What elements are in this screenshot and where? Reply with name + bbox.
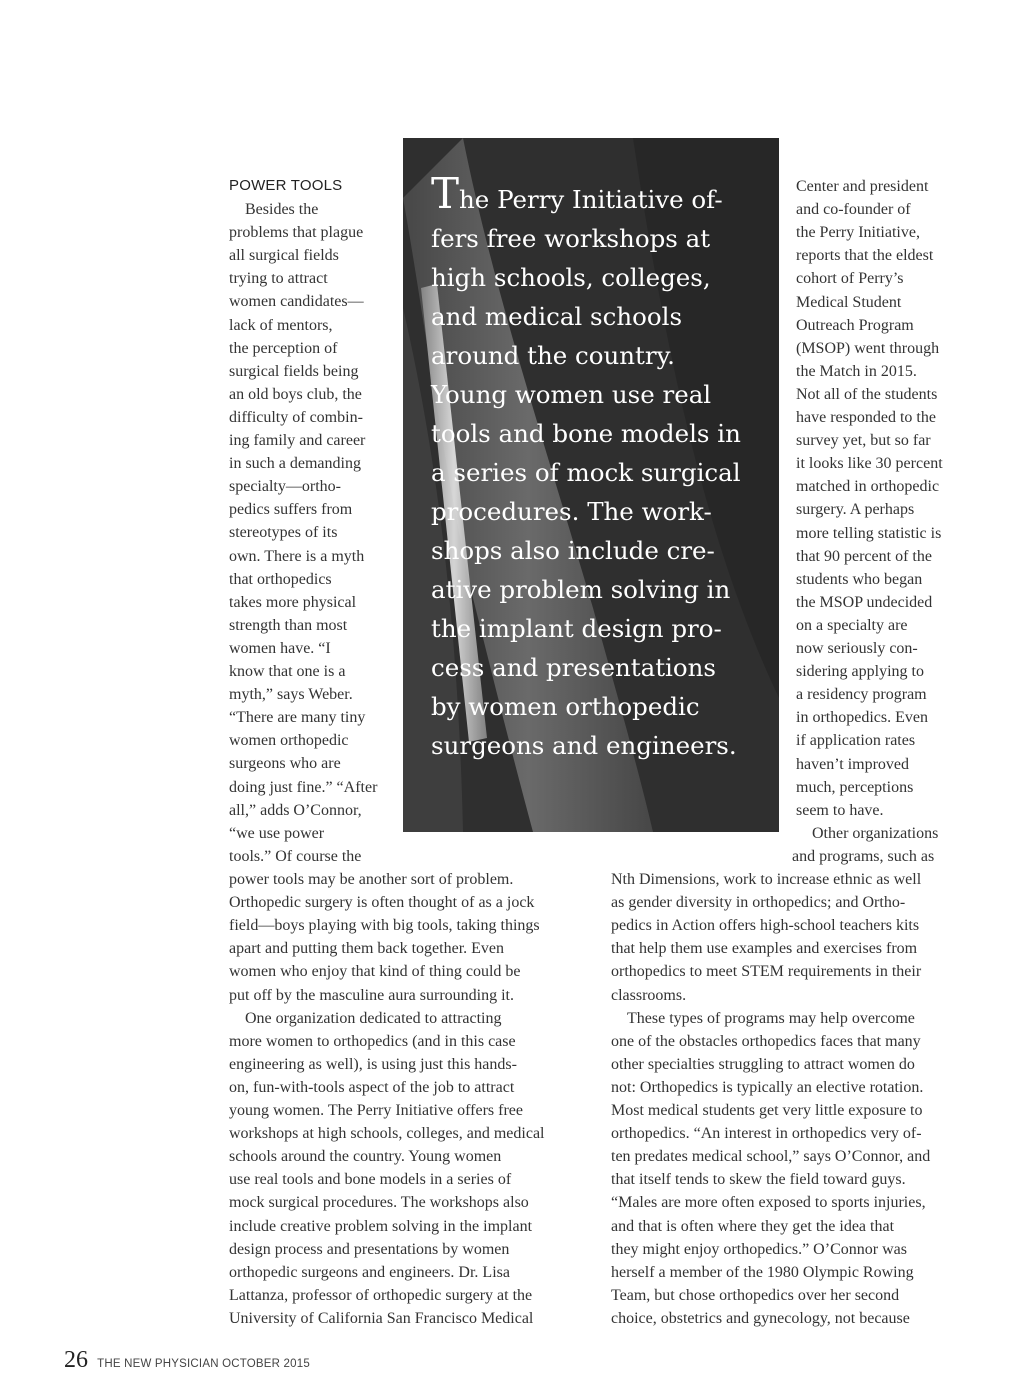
section-heading: POWER TOOLS: [229, 177, 343, 194]
text-line: choice, obstetrics and gynecology, not because: [611, 1309, 910, 1327]
text-line: ing family and career: [229, 432, 366, 449]
text-line: if application rates: [796, 732, 916, 750]
text-line: herself a member of the 1980 Olympic Rowing: [611, 1263, 914, 1281]
text-line: all surgical fields: [229, 247, 339, 265]
pull-quote-line: surgeons and engineers.: [431, 731, 737, 760]
text-line: an old boys club, the: [229, 385, 362, 403]
text-line: young women. The Perry Initiative offers free: [229, 1102, 523, 1119]
text-line: matched in orthopedic: [796, 478, 940, 496]
pull-quote-line: and medical schools: [431, 302, 683, 331]
text-line: takes more physical: [229, 593, 357, 611]
text-line: specialty—ortho-: [229, 478, 341, 496]
pull-quote-line: cess and presentations: [431, 653, 716, 682]
text-line: These types of programs may help overcome: [627, 1009, 915, 1027]
text-line: schools around the country. Young women: [229, 1148, 502, 1166]
pull-quote-line: a series of mock surgical: [431, 458, 741, 487]
text-line: and co-founder of: [796, 201, 911, 219]
pull-quote-line: [431, 169, 723, 219]
text-line: “we use power: [229, 824, 325, 842]
text-line: seem to have.: [796, 801, 884, 819]
text-line: pedics in Action offers high-school teachers kits: [611, 917, 920, 935]
page-footer: [64, 1347, 310, 1374]
text-line: (MSOP) went through: [796, 339, 940, 357]
text-line: Outreach Program: [796, 316, 914, 334]
text-line: much, perceptions: [796, 778, 914, 796]
text-line: orthopedics. “An interest in orthopedics very of-: [611, 1125, 922, 1143]
text-line: sidering applying to: [796, 663, 924, 681]
text-line: the Match in 2015.: [796, 362, 917, 380]
pull-quote-line: the implant design pro-: [431, 614, 722, 643]
text-line: other specialties struggling to attract women do: [611, 1055, 915, 1073]
text-line: classrooms.: [611, 986, 687, 1004]
text-line: workshops at high schools, colleges, and medical: [229, 1125, 545, 1143]
text-line: know that one is a: [229, 663, 346, 680]
text-line: tools.” Of course the: [229, 847, 362, 865]
text-line: on a specialty are: [796, 616, 908, 634]
text-line: women candidates—: [229, 293, 364, 311]
text-line: doing just fine.” “After: [229, 778, 378, 796]
text-line: as gender diversity in orthopedics; and Ortho-: [611, 894, 906, 912]
text-line: trying to attract: [229, 270, 328, 288]
text-line: “There are many tiny: [229, 709, 366, 727]
text-line: students who began: [796, 570, 923, 588]
text-line: own. There is a myth: [229, 547, 365, 565]
text-line: put off by the masculine aura surrounding it.: [229, 986, 514, 1004]
text-line: field—boys playing with big tools, taking things: [229, 917, 540, 935]
text-line: surgeons who are: [229, 755, 341, 773]
text-line: Not all of the students: [796, 385, 938, 403]
text-line: Nth Dimensions, work to increase ethnic as well: [611, 871, 922, 888]
text-line: Other organizations: [812, 824, 939, 842]
text-line: more women to orthopedics (and in this case: [229, 1032, 516, 1050]
text-line: more telling statistic is: [796, 524, 942, 542]
text-line: apart and putting them back together. Even: [229, 940, 505, 958]
text-line: strength than most: [229, 616, 348, 634]
text-line: now seriously con-: [796, 640, 918, 657]
text-line: all,” adds O’Connor,: [229, 801, 362, 819]
text-line: the Perry Initiative,: [796, 224, 920, 242]
text-line: use real tools and bone models in a series of: [229, 1171, 512, 1189]
text-line: that help them use examples and exercises from: [611, 940, 918, 958]
text-line: and that is often where they get the idea that: [611, 1217, 895, 1235]
text-line: pedics suffers from: [229, 501, 353, 519]
text-line: Most medical students get very little exposure to: [611, 1102, 923, 1119]
text-line: that 90 percent of the: [796, 547, 932, 565]
text-line: the MSOP undecided: [796, 593, 933, 611]
text-line: that itself tends to skew the field toward guys.: [611, 1171, 906, 1189]
text-line: stereotypes of its: [229, 524, 338, 542]
text-line: Medical Student: [796, 293, 902, 311]
text-line: surgical fields being: [229, 362, 359, 380]
text-line: Lattanza, professor of orthopedic surgery at the: [229, 1286, 533, 1304]
text-line: on, fun-with-tools aspect of the job to attract: [229, 1078, 515, 1096]
text-line: orthopedic surgeons and engineers. Dr. Lisa: [229, 1263, 510, 1281]
text-line: Team, but chose orthopedics over her second: [611, 1286, 900, 1304]
text-line: women who enjoy that kind of thing could be: [229, 963, 521, 981]
text-line: cohort of Perry’s: [796, 270, 904, 288]
text-line: the perception of: [229, 339, 338, 357]
text-line: engineering as well), is using just this hands-: [229, 1055, 517, 1073]
text-line: One organization dedicated to attracting: [245, 1009, 502, 1027]
text-line: include creative problem solving in the implant: [229, 1217, 533, 1235]
pull-quote-line: by women orthopedic: [431, 692, 700, 721]
text-line: design process and presentations by women: [229, 1240, 510, 1258]
drop-cap: T: [431, 169, 460, 218]
text-line: Center and president: [796, 178, 929, 195]
text-line: have responded to the: [796, 409, 936, 426]
text-line: lack of mentors,: [229, 316, 333, 334]
text-line: myth,” says Weber.: [229, 686, 353, 704]
text-line: it looks like 30 percent: [796, 455, 943, 473]
text-line: Besides the: [245, 201, 319, 218]
pull-quote-line: tools and bone models in: [431, 419, 741, 448]
text-line: reports that the eldest: [796, 247, 934, 265]
text-line: surgery. A perhaps: [796, 501, 915, 519]
text-line: difficulty of combin-: [229, 408, 363, 426]
text-line: women have. “I: [229, 639, 331, 657]
text-line: they might enjoy orthopedics.” O’Connor was: [611, 1240, 907, 1258]
pull-quote-line: procedures. The work-: [431, 497, 712, 526]
pull-quote-line: ative problem solving in: [431, 575, 731, 604]
text-line: and programs, such as: [792, 847, 935, 865]
text-line: University of California San Francisco Medical: [229, 1309, 534, 1327]
publication-name: THE NEW PHYSICIAN OCTOBER 2015: [97, 1358, 310, 1370]
pull-quote-line: around the country.: [431, 341, 675, 370]
text-line: ten predates medical school,” says O’Connor, and: [611, 1148, 931, 1166]
pull-quote-line: shops also include cre-: [431, 536, 715, 565]
text-line: mock surgical procedures. The workshops also: [229, 1194, 529, 1212]
text-line: problems that plague: [229, 224, 364, 242]
text-line: that orthopedics: [229, 570, 332, 588]
text-line: survey yet, but so far: [796, 432, 931, 450]
pull-quote-line: Young women use real: [431, 380, 712, 409]
text-line: in orthopedics. Even: [796, 709, 928, 727]
text-line: women orthopedic: [229, 732, 349, 750]
text-line: Orthopedic surgery is often thought of as a jock: [229, 894, 535, 912]
pull-quote-line: high schools, colleges,: [431, 263, 711, 292]
page-number: 26: [64, 1347, 88, 1373]
text-line: a residency program: [796, 686, 927, 704]
pull-quote-box: [403, 138, 779, 832]
text-line: “Males are more often exposed to sports injuries,: [611, 1194, 926, 1212]
pull-quote-line: fers free workshops at: [431, 224, 711, 253]
text-line: orthopedics to meet STEM requirements in their: [611, 963, 922, 981]
text-line: one of the obstacles orthopedics faces that many: [611, 1032, 921, 1050]
text-line: haven’t improved: [796, 755, 910, 773]
pull-quote-text: he Perry Initiative of-: [459, 185, 723, 214]
text-line: in such a demanding: [229, 455, 361, 473]
text-line: power tools may be another sort of problem.: [229, 871, 514, 888]
text-line: not: Orthopedics is typically an elective rotation.: [611, 1078, 924, 1096]
